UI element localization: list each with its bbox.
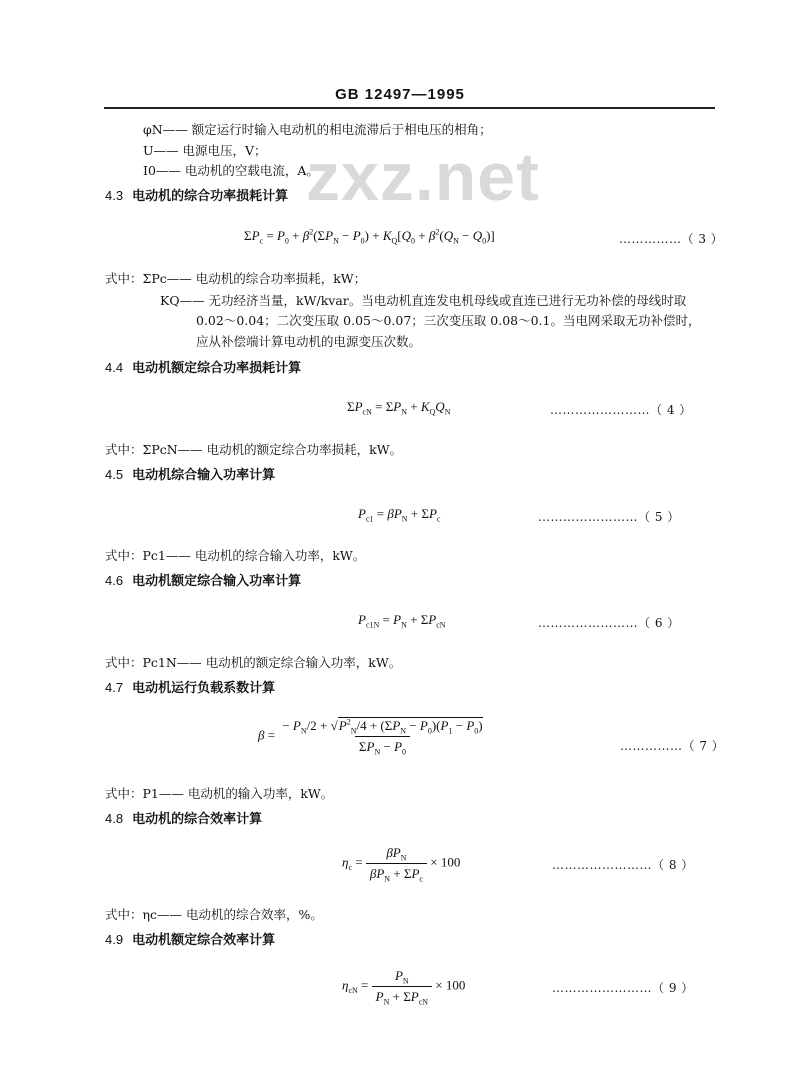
equation-7: β = $\frac{- P_N/2 + √P^2_N/4 + (\Sigma P_N - P_0)(P_1 - P_0)}{\Sigma P_N - P_0}$ <box>258 717 483 757</box>
where-4-7: 式中：P1—— 电动机的输入功率，kW。 <box>105 786 334 801</box>
equation-6-label: ……………………（ 6 ） <box>538 616 680 630</box>
header-rule <box>104 107 715 109</box>
equation-8: $\eta_c$ = $\frac{\beta P_N}{\beta P_N + \Sigma P_c}$ × 100 <box>342 845 461 884</box>
definition-phi: φN—— 额定运行时输入电动机的相电流滞后于相电压的相角； <box>143 122 492 137</box>
equation-9: $\eta_{cN}$ = $\frac{P_N}{P_N + \Sigma P_{cN}}$ × 100 <box>342 968 466 1007</box>
kq-definition-line-3: 应从补偿端计算电动机的电源变压次数。 <box>196 334 422 349</box>
standard-number-header: GB 12497—1995 <box>335 86 465 103</box>
section-4-9-heading: 4.9 电动机额定综合效率计算 <box>105 932 276 948</box>
kq-definition-line-2: 0.02～0.04；二次变压取 0.05～0.07；三次变压取 0.08～0.1。当电网采取无功补偿时， <box>196 313 701 328</box>
equation-6: $P_{c1N} = P_N + \Sigma P_{cN}$ <box>358 612 446 630</box>
equation-8-label: ……………………（ 8 ） <box>552 858 694 872</box>
equation-7-label: ……………（ 7 ） <box>620 739 725 753</box>
equation-5: $P_{c1} = \beta P_N + \Sigma P_c$ <box>358 506 441 524</box>
equation-4-label: ……………………（ 4 ） <box>550 403 692 417</box>
equation-3: $\Sigma P_c = P_0 + \beta^2(\Sigma P_N - P_0) + K_Q[Q_0 + \beta^2(Q_N - Q_0)]$ <box>244 227 495 246</box>
watermark: zxz.net <box>306 139 540 215</box>
section-4-3-heading: 4.3 电动机的综合功率损耗计算 <box>105 188 289 204</box>
equation-3-label: ……………（ 3 ） <box>619 232 724 246</box>
where-4-6: 式中：Pc1N—— 电动机的额定综合输入功率，kW。 <box>105 655 402 670</box>
equation-4: $\Sigma P_{cN} = \Sigma P_N + K_QQ_N$ <box>347 399 451 417</box>
section-4-7-heading: 4.7 电动机运行负载系数计算 <box>105 680 276 696</box>
where-4-3: 式中：ΣPc—— 电动机的综合功率损耗，kW； <box>105 271 367 286</box>
where-4-5: 式中：Pc1—— 电动机的综合输入功率，kW。 <box>105 548 366 563</box>
where-4-8: 式中：ηc—— 电动机的综合效率，%。 <box>105 907 323 922</box>
definition-i0: I0—— 电动机的空载电流，A。 <box>143 163 319 178</box>
section-4-6-heading: 4.6 电动机额定综合输入功率计算 <box>105 573 302 589</box>
section-4-5-heading: 4.5 电动机综合输入功率计算 <box>105 467 276 483</box>
equation-9-label: ……………………（ 9 ） <box>552 981 694 995</box>
where-4-4: 式中：ΣPcN—— 电动机的额定综合功率损耗，kW。 <box>105 442 403 457</box>
definition-u: U—— 电源电压，V； <box>143 143 267 158</box>
section-4-4-heading: 4.4 电动机额定综合功率损耗计算 <box>105 360 302 376</box>
kq-definition-line-1: KQ—— 无功经济当量，kW/kvar。当电动机直连发电机母线或直连已进行无功补偿的母线时取 <box>160 293 687 308</box>
equation-5-label: ……………………（ 5 ） <box>538 510 680 524</box>
section-4-8-heading: 4.8 电动机的综合效率计算 <box>105 811 263 827</box>
